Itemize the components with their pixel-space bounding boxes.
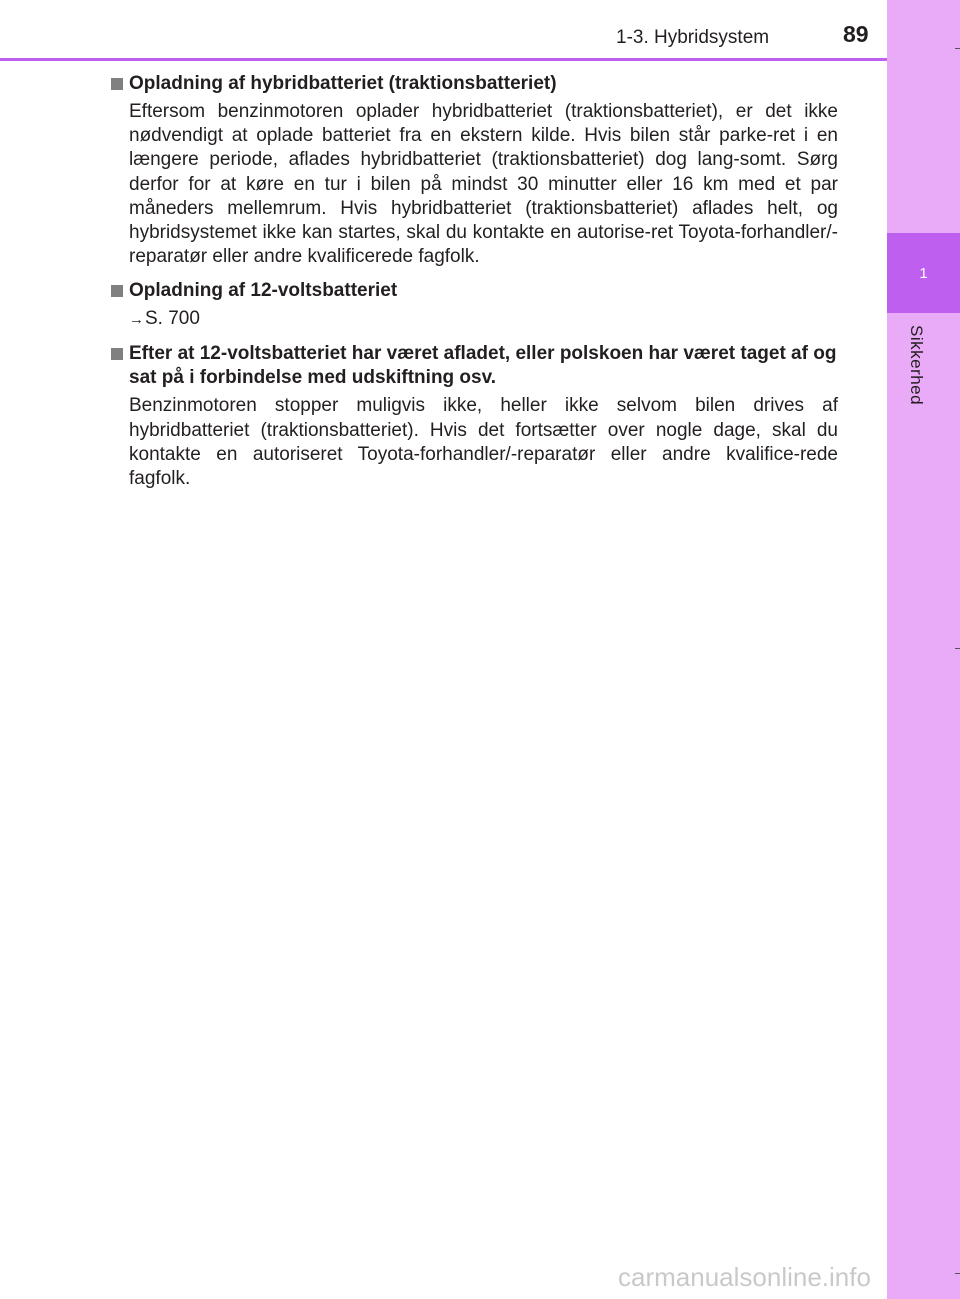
section-after-12v-discharge xyxy=(111,342,844,491)
page-number: 89 xyxy=(843,21,869,47)
section-heading: Opladning af 12-voltsbatteriet xyxy=(111,279,844,303)
section-hybrid-battery-charging xyxy=(111,72,844,269)
section-body: Benzinmotoren stopper muligvis ikke, heller ikke selvom bilen drives af hybridbatteriet (traktionsbatteriet). Hvis det fortsætter over nogle dage, skal du kontakte en autoriseret Toyota-forhandler/-reparatør eller andre kvalifice-rede fagfolk. xyxy=(129,395,838,490)
section-12v-battery-charging xyxy=(111,279,844,332)
section-heading: Efter at 12-voltsbatteriet har været afladet, eller polskoen har været taget af og sat på i forbindelse med udskiftning osv. xyxy=(111,342,844,390)
header-section-title: 1-3. Hybridsystem xyxy=(616,27,770,48)
crop-mark xyxy=(955,648,960,649)
arrow-right-icon: → xyxy=(129,311,144,329)
section-heading: Opladning af hybridbatteriet (traktionsbatteriet) xyxy=(111,72,844,96)
square-bullet-icon xyxy=(111,78,123,90)
chapter-number: 1 xyxy=(919,264,928,282)
square-bullet-icon xyxy=(111,285,123,297)
content xyxy=(111,72,844,501)
crop-mark xyxy=(955,48,960,49)
crop-mark xyxy=(955,1273,960,1274)
page-reference-link[interactable]: →S. 700 xyxy=(129,308,200,330)
chapter-label: Sikkerhed xyxy=(907,325,926,406)
chapter-tab[interactable] xyxy=(887,233,960,313)
square-bullet-icon xyxy=(111,348,123,360)
side-strip xyxy=(887,0,960,1299)
header-rule xyxy=(0,58,887,61)
section-body: Eftersom benzinmotoren oplader hybridbatteriet (traktionsbatteriet), er det ikke nødvendigt at oplade batteriet fra en ekstern kilde. Hvis bilen står parke-ret i en længere periode, aflades hybridbatteriet (traktionsbatteriet) dog lang-somt. Sørg derfor for at køre en tur i bilen på mindst 30 minutter eller 16 km med et par måneders mellemrum. Hvis hybridbatteriet (traktionsbatteriet) aflades helt, og hybridsystemet ikke kan startes, skal du kontakte en autorise-ret Toyota-forhandler/-reparatør eller andre kvalificerede fagfolk. xyxy=(129,101,838,268)
watermark: carmanualsonline.info xyxy=(618,1262,871,1292)
